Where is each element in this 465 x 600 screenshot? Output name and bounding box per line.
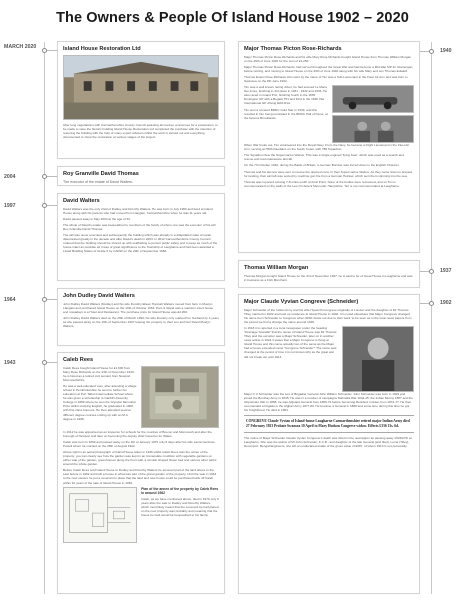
card-text: Thomas Morgan bought Island House on the 3rd of November 1937, he is said to be of Great House in Laugharne and was in business as a Fish Merchant. [244,273,413,282]
card-text: In 1912 he was appointed as an inspector for schools for the counties of Brecon and Monmouth and after the borough of Newport and later on becoming the deputy chief inspector for Wales. [63,429,212,438]
card-text: Above right is an aerial photograph of Island House taken in 1946 whilst Caleb Rees was the owner of the property, you can clearly see how the garden was kept in an immaculate condition with vegetable gardens on either side of the garden, greenhouses along the front wall, a circular shaped flower bed and various other paths around the whole garden. [63,450,217,467]
racing-car-icon [333,86,413,112]
card-title: John Dudley David Walters [63,293,135,299]
timeline-spine-right [431,42,432,594]
timeline-dot [429,269,434,274]
card-text: Caleb, as we have mentioned above, died in 1970 only 6 years after the sale to Dudley and Dorothy Walters which most likely meant that the covenant he had placed on the new property was probably and meaning that the house he built would be bequeathed to his family. [141,497,219,518]
card-text: Major C.V Schneider was the son of Brigadier General John William Schneider, John Schneider was born in 1829 and joined the Bombay Army in 1845, He was in a number of campaigns Mahratta War 1844-45; the Indian Mutiny 1857 and the Abyssinian War in 1868, he was Adjutant-General from 1869-72 before becoming Resident in Aden from 1872-77. He then commanded a brigade in the Afghan Army 1877-80. He became a General in 1888 and some time during this time he got his Knighthood. He died in 1903. [244,392,413,413]
card-roy [57,166,225,186]
card-text: After long negotiations with Carmarthenshire County Council assisting all manner of avenues for a possession, to be made to save the historic building Island House Restoration Ltd completed the purchase with the intention of restoring the building with the help of many expert advisers whilst the work is carried out and everything documented to show the restoration at various stages of the project. [63,122,218,139]
card-picton [238,41,420,253]
marker-1902: 1902 [440,300,452,306]
aerial-photo [141,366,219,428]
marker-2004: 2004 [4,174,16,180]
card-subtitle: The executor of the estate of David Walters. [63,179,133,184]
timeline-dot [429,301,434,306]
card-title: Island House Restoration Ltd [63,46,141,52]
marker-march-2020: MARCH 2020 [4,44,37,50]
timeline-connector [47,362,57,363]
timeline-connector [47,205,57,206]
plan-drawing-icon [64,488,136,542]
card-title: Major Claude Vyvian Congreve (Schneider) [244,299,359,305]
card-text: The Squadron flew the Supermarine Walrus. This was a single engined 'flying boat', which was used as a search and rescue and reconnaissance aircraft. [244,153,404,162]
marker-1964: 1964 [4,297,16,303]
marker-1997: 1997 [4,203,16,209]
timeline-connector [420,303,429,304]
marker-1943: 1943 [4,360,16,366]
card-text: John Dudley David Walters (Dudley) and his wife Dorothy Eileen Hannah Walters moved from farm in Moelyn Llangain and purchased Island House on the 19th of October 1964. Part of Island was a mansion sized house and nowadays is a Hotel and Restaurant. The purchase price for Island House was £2,200. [63,301,214,314]
timeline-connector [420,271,429,272]
timeline-spine-left [44,42,45,594]
building-photo-icon [64,56,218,119]
portrait-icon [333,116,413,142]
card-morgan [238,260,420,288]
card-restoration [57,41,225,159]
timeline-connector [47,50,57,51]
card-text: The notice of Major Schneider Claude Vyvian Congreve's death was listed in the newspaper as passing away 1923/27th at Laugharne. She was the widow of Mr John Schneider, K.C.B., and daughter of the late General (and died), Loma (Tilley), Devonport. Bengal Engineers, she left an undeclared estate of the gross value of £397, of whom 1913 is not personally. [244,435,412,448]
card-claude [238,294,420,594]
card-text: When War broke out, Tim volunteered into the Royal Navy. From the Navy, he became a Flight Lieutenant in the Fleet Air Arm, serving at HMS Daedalus on the South Coast, with 788 Squadron. [244,143,410,152]
card-text: Tim won a coveted BRDC Gold Star in 1939, and this resulted in him being reinstated in the BRDC Hall of Fame, at the famous Brooklands. [244,107,328,120]
racing-car-photo [332,85,414,113]
newspaper-clipping [244,415,414,432]
plan-caption: Plan of the annex of the property by Caleb Rees in around 1962 [141,486,219,495]
card-text: The will was never executed and subsequently the building which was already in a dilapidated state of repair deteriorated greatly in the decade and after David's death in 2004. In 2012 Carmarthenshire County Council ordered that the building should be shored up with scaffolding to protect public safety and to keep as much of the house intact as possible as it was of great significance to the Township of Laugharne and had been awarded a Listed Building Status of Grade II by CADW on the 20th of September 1966. [63,233,218,254]
card-text: David passed away in May 2004 at the age of 43. [63,216,131,221]
card-title: Major Thomas Picton Rose-Richards [244,46,342,52]
timeline-dot [429,49,434,54]
card-title: Roy Granville David Thomas [63,171,139,177]
card-text: Major Thomas Picton Rose-Richards and his wife Mary Rose Richards bought Island House from Thomas William Morgan on the 29th of June 1940 for the sum of £1,250. [244,54,412,63]
card-text: Major Schneider of the Indian Army and his wife Hyacinth Congreve originally of London and the daughter of Mr Thomas Tilley married in 1902 and took up residence at Island House in 1902. It is noted elsewhere that Major Congreve changed his name from Schneider to Congreve when WW1 broke out due to their want 'to be seen as in the local news papers from the period we find a change the name around 1920. [244,307,412,324]
card-text: Before Caleb Rees sold Island House to Dudley and Dorothy Walters he annexed part of the land above to the east before in 1962 and built a house in what was part of the grand garden of the property. Until the sale in 1964 to the new owners he put a covenant in place that the land and new house could be purchased back off Caleb within 10 years of the sale of Island House in 1964. [63,468,217,485]
card-text: Thomas Evans Rose-Richards who went by the name of Tim was a Sub-Lieutenant in the Fleet Air Arm and was born in Swansea on the 8th June 1902. [244,75,408,84]
card-david [57,193,225,281]
plan-drawing [63,487,137,543]
card-text: John Dudley David Walters died on the 29th of March 1993; his wife Dorothy only outlived her husband by 4 years as she passed away on the 10th of September 1997 leaving the property to their son and heir David Moelyn Walters. [63,315,219,329]
card-text: On the 7th October 1940, during the Battle of Britain, a German Bomber was forced down in the English Channel. [244,163,400,168]
card-dudley [57,288,225,346]
card-text: In 1918 it is reported in a local newspaper under the heading "Drainage Scandal" that the owner of Island House was Mr Thomas Tilley and the occupier was a Major Schneider, later on in another news article in 1924 it states that a Major Congreve is living at Island House and this name actually two of the same as the Major had a house extended name "Congreve Schneider"! The name was changed at the period of time it is not known why as the great war did not break out until 1914. [244,326,337,359]
timeline-connector [420,51,429,52]
card-text: Tim was a well known racing driver, he had entered Le Mans five times, finishing in 3rd place in 1931 - 1932 and 1933. He also raced in Grand Prix, finishing fourth in the 1935 Donington GP with a Bugatti T51 and third in the 1936 Vila International GP driving ERA R1A. [244,85,328,106]
aerial-photo-icon [142,367,218,427]
card-caleb [57,352,225,594]
card-title: David Walters [63,198,100,204]
card-text: He was a well-educated man, after attending a village school in Pembrokeshire he went to further his education at Port Talbot Intermediate School where he was given a scholarship to Cardiff University College in 1889 where he won the Glyndwr Memorial Prize whilst studying English, he graduated in 1900 with first class honours. He then attended several different degree courses ending up with an M.A degree in 1908. [63,384,137,421]
marker-1937: 1937 [440,268,452,274]
portrait-photo [332,115,414,143]
timeline-connector [47,176,57,177]
newspaper-text: CONGREVE Claude Vyvian of Island-house Laugharne Carmarthenshire retired major Indian Army died 27 February 1923 Probate Swansea 10 April to Mary Hudson Congreve widow. Effects £336 13s. 6d. [246,419,410,429]
major-portrait-icon [343,327,413,391]
card-title: Thomas William Morgan [244,265,309,271]
island-house-photo [63,55,219,120]
card-text: Caleb Rees bought Island House for £1,600 from Mary Rose Richards on the 13th of November 1943, he is listed as a retired civil servant from Newport Monmouthshire. [63,365,135,382]
card-text: The whole of David's estate was bequeathed to members of the family of whom one was the executor of his will Roy Granville David Thomas. [63,222,216,232]
card-text: Thomas and his aircrew were sent to rescue the downed crew. In their Supermarine Walrus, As they came down to prepare for landing, their aircraft was seized by machine gun fire from a German Heinkel, which sent them spinning into the sea. [244,169,413,178]
card-text: Thomas was reported missing 7-8 miles south of Anvil Point, None of the bodies were recovered, and so Tim is commemorated on the walls of the Lee-On-Solent Memorial, Hampshire. Tim is not commemorated at Laugharne. [244,179,400,188]
card-text: David Walters was the only child of Dudley and Dorothy Walters. He was born in July 1960 and lived at Island House along with his parents who had moved from Llangain, Carmarthenshire when he was 11 years old. [63,206,213,215]
major-portrait-photo [342,326,414,392]
card-text: Caleb was born in 1869 and passed away on the 4th of January 1970 only 8 days after his wife Laura Gertrude Powell whom he married on the 28th of August 1922. [63,439,215,448]
marker-1940: 1940 [440,48,452,54]
card-title: Caleb Rees [63,357,94,363]
timeline-connector [47,299,57,300]
card-text: Major Thomas Picton Rose-Richards, had served throughout the Great War and had become a Mid-War MP for Glamorgan, before retiring, and moving to Island House on the 29th of June 1940 along with his wife Mary and son Thomas Edward. [244,64,414,73]
page-title: The Owners & People Of Island House 1902 – 2020 [56,10,409,26]
